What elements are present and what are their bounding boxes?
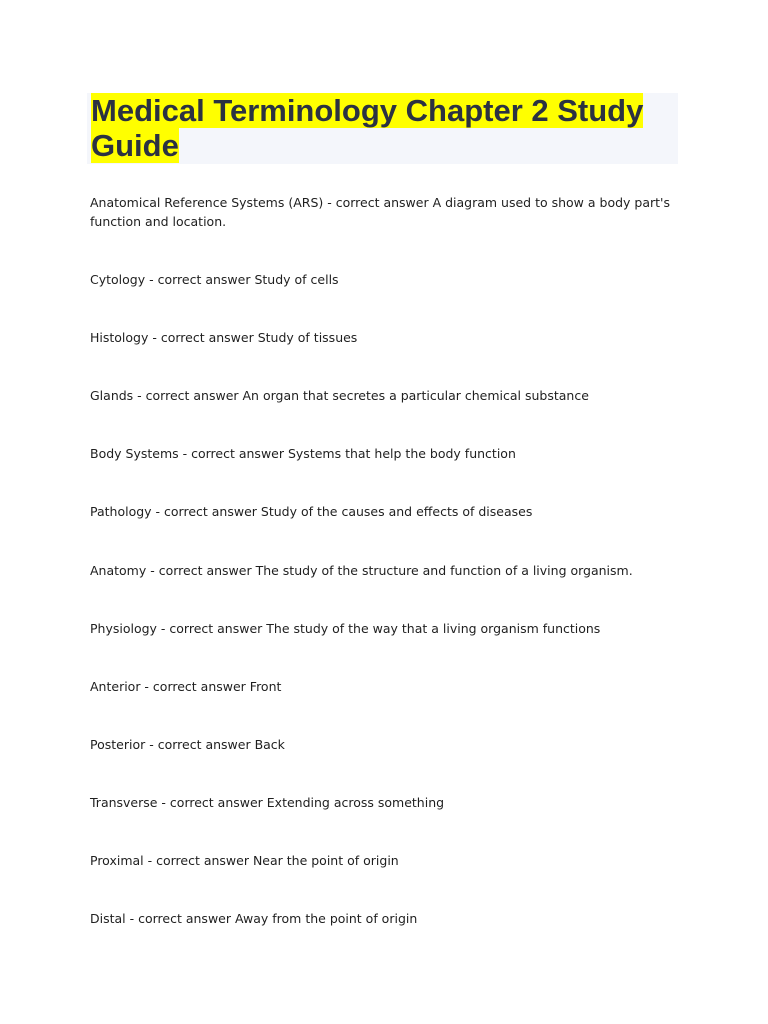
entry-proximal: Proximal - correct answer Near the point of origin bbox=[90, 853, 399, 868]
entry-transverse: Transverse - correct answer Extending across something bbox=[90, 795, 445, 810]
entry-cytology: Cytology - correct answer Study of cells bbox=[90, 272, 339, 287]
entry-pathology: Pathology - correct answer Study of the causes and effects of diseases bbox=[90, 504, 533, 519]
entry-anterior: Anterior - correct answer Front bbox=[90, 679, 282, 694]
entry-posterior: Posterior - correct answer Back bbox=[90, 737, 285, 752]
entry-histology: Histology - correct answer Study of tissues bbox=[90, 330, 358, 345]
document-title bbox=[91, 93, 671, 163]
entry-anatomy: Anatomy - correct answer The study of the structure and function of a living organism. bbox=[90, 563, 633, 578]
entry-physiology: Physiology - correct answer The study of the way that a living organism functions bbox=[90, 621, 601, 636]
entry-distal: Distal - correct answer Away from the point of origin bbox=[90, 911, 418, 926]
entry-ars: Anatomical Reference Systems (ARS) - correct answer A diagram used to show a body part's function and location. bbox=[90, 195, 670, 229]
entry-glands: Glands - correct answer An organ that secretes a particular chemical substance bbox=[90, 388, 589, 403]
highlighted-title-text: Medical Terminology Chapter 2 Study Guide bbox=[91, 93, 644, 163]
entry-body-systems: Body Systems - correct answer Systems that help the body function bbox=[90, 446, 516, 461]
